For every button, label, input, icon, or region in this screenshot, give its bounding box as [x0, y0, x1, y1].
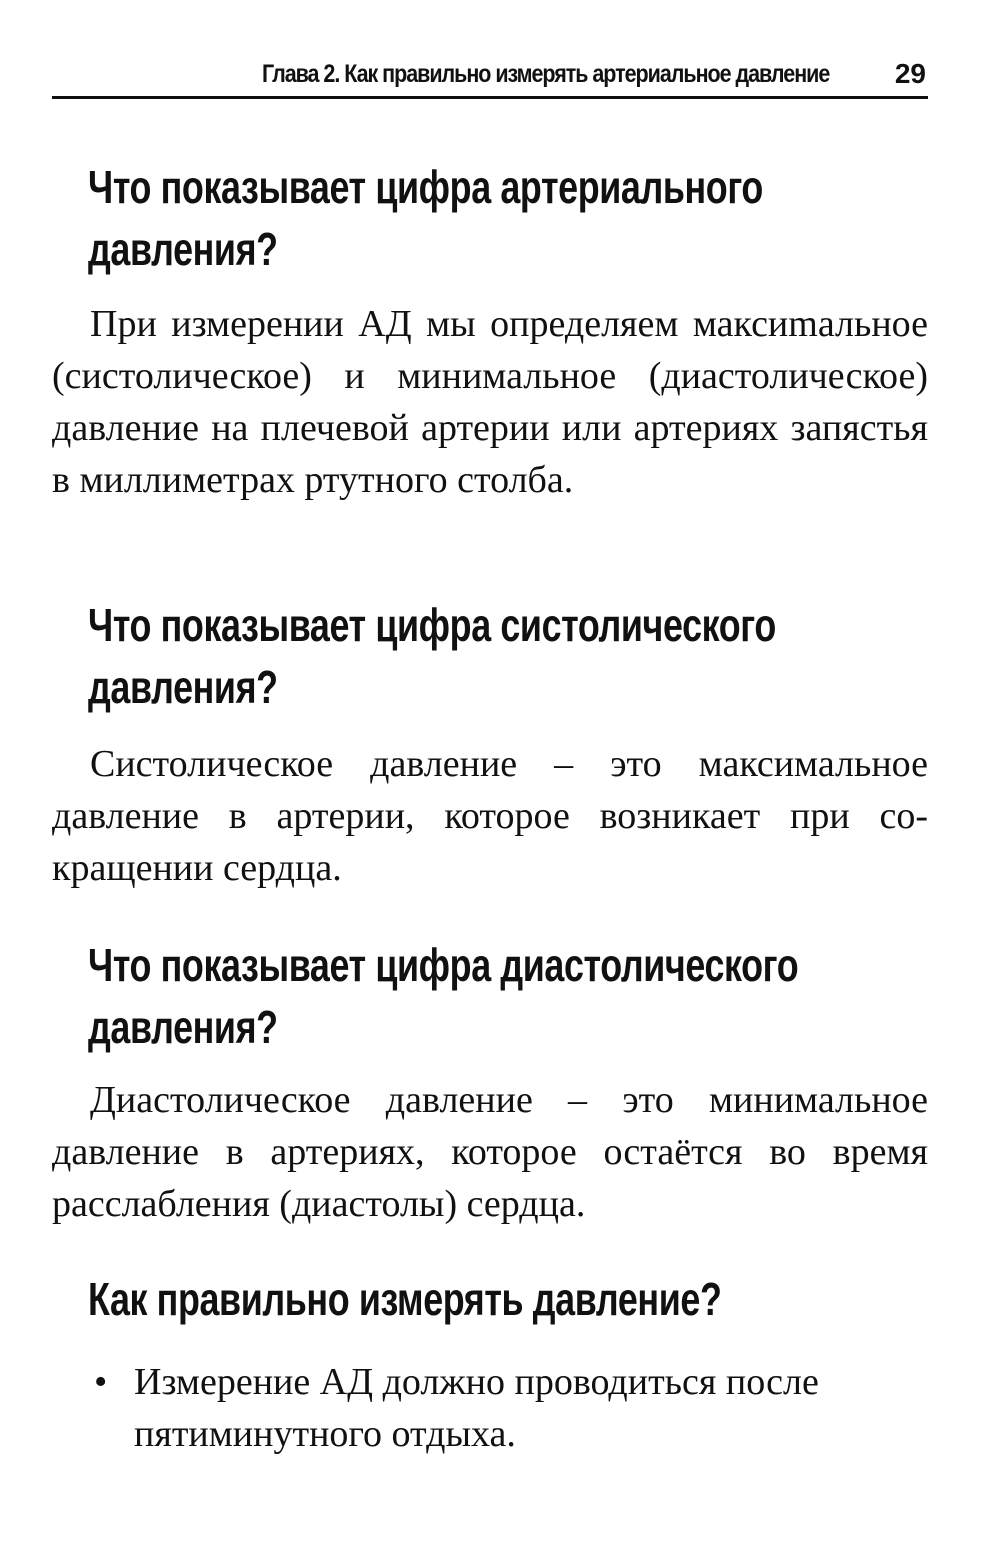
bullet-icon: • [94, 1361, 108, 1403]
section-paragraph-diastolic: Диастолическое давление – это минимальное давление в артериях, которое остаётся во время расслабления (диастолы) сердца. [52, 1079, 928, 1225]
section-heading-measure: Как правильно измерять давление? [88, 1273, 722, 1325]
section-heading-systolic: Что показывает цифра систолического давления? [88, 599, 776, 713]
section-paragraph-systolic: Систолическое давление – это максимальное давление в артерии, которое возникает при сокращении сердца. [52, 743, 928, 889]
page-number: 29 [894, 58, 926, 89]
section-heading-arterial: Что показывает цифра артериального давления? [88, 161, 763, 275]
running-header [52, 56, 928, 99]
section-paragraph-arterial: При измерении АД мы определяем максиmальное (систолическое) и минимальное (диастолическое) давление на плечевой артерии или артериях запястья в миллиметрах ртутного столба. [52, 303, 928, 501]
list-item [52, 1356, 928, 1460]
list-item-text: Измерение АД должно проводиться после пятиминутного отдыха. [134, 1361, 819, 1455]
measure-bullet-list [52, 1356, 928, 1460]
running-title: Глава 2. Как правильно измерять артериальное давление [262, 60, 830, 88]
section-heading-diastolic: Что показывает цифра диастолического давления? [88, 939, 799, 1053]
